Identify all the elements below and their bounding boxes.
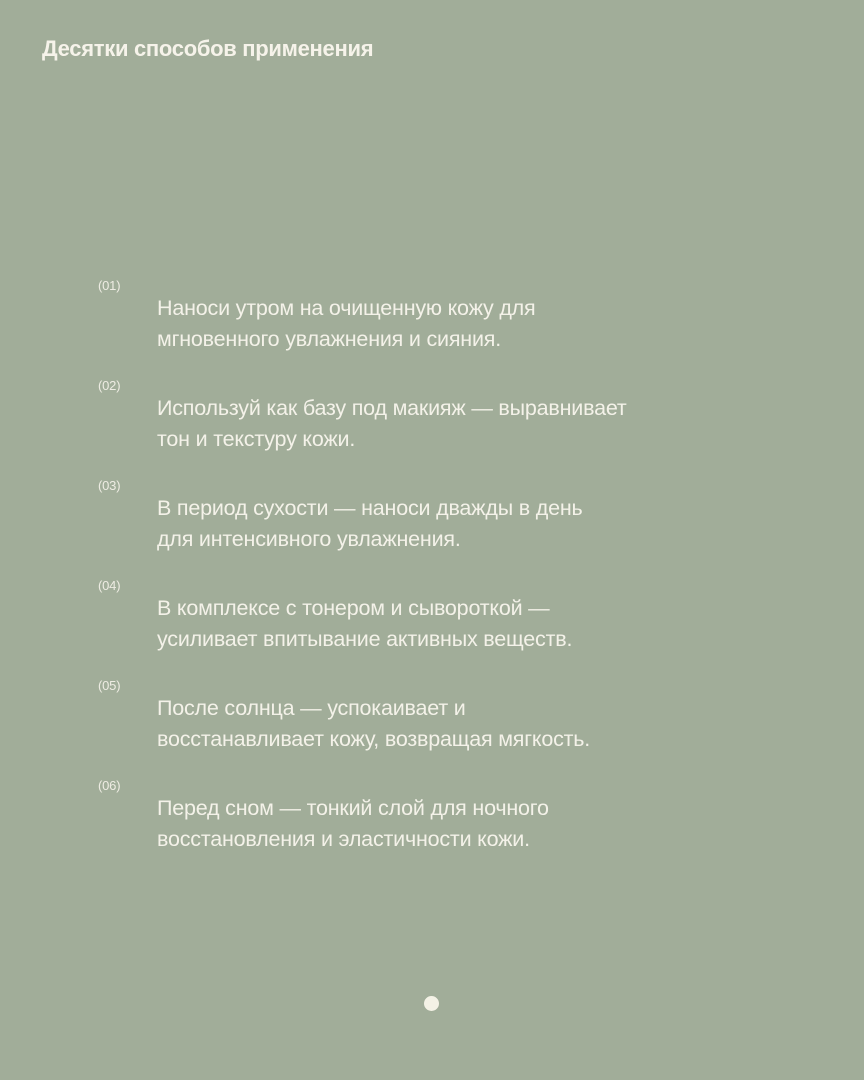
item-number: (06) xyxy=(98,778,121,793)
item-text-line: Наноси утром на очищенную кожу для xyxy=(157,296,536,320)
item-number: (03) xyxy=(98,478,121,493)
item-text-line: Используй как базу под макияж — выравнивает xyxy=(157,396,627,420)
item-text-line: Перед сном — тонкий слой для ночного xyxy=(157,796,549,820)
item-text-line: В период сухости — наноси дважды в день xyxy=(157,496,583,520)
item-text-line: для интенсивного увлажнения. xyxy=(157,527,461,551)
item-text xyxy=(157,493,757,555)
page-title: Десятки способов применения xyxy=(42,36,374,61)
list-item xyxy=(0,779,864,879)
item-number: (02) xyxy=(98,378,121,393)
item-text xyxy=(157,593,757,655)
list-item xyxy=(0,479,864,579)
list-item xyxy=(0,579,864,679)
item-text xyxy=(157,693,757,755)
item-text-line: восстановления и эластичности кожи. xyxy=(157,827,530,851)
item-number: (04) xyxy=(98,578,121,593)
item-text-line: После солнца — успокаивает и xyxy=(157,696,466,720)
item-number: (05) xyxy=(98,678,121,693)
item-number: (01) xyxy=(98,278,121,293)
list-item xyxy=(0,279,864,379)
pagination-dot[interactable] xyxy=(424,996,439,1011)
item-text-line: мгновенного увлажнения и сияния. xyxy=(157,327,501,351)
item-text xyxy=(157,293,757,355)
list-item xyxy=(0,379,864,479)
item-text-line: восстанавливает кожу, возвращая мягкость. xyxy=(157,727,591,751)
item-text-line: усиливает впитывание активных веществ. xyxy=(157,627,573,651)
item-text xyxy=(157,793,757,855)
list-item xyxy=(0,679,864,779)
item-text xyxy=(157,393,757,455)
item-text-line: В комплексе с тонером и сывороткой — xyxy=(157,596,550,620)
item-text-line: тон и текстуру кожи. xyxy=(157,427,356,451)
